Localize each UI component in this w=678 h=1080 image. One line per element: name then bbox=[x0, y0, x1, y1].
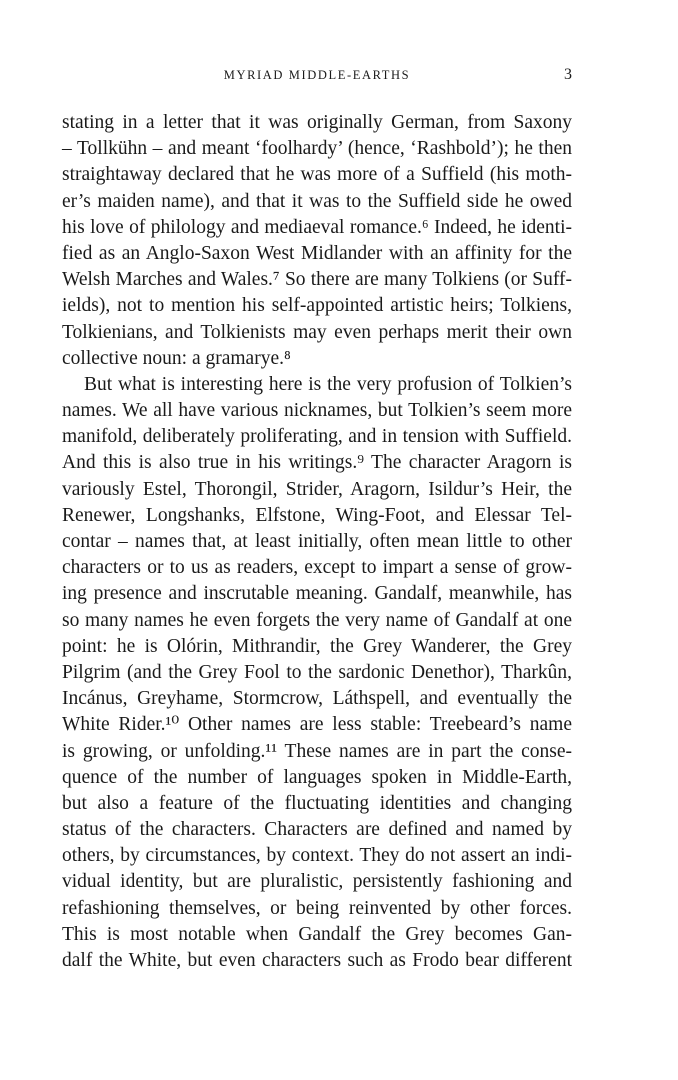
text-line: Renewer, Longshanks, Elfstone, Wing-Foot, and Elessar Tel- bbox=[62, 504, 572, 526]
text-line: quence of the number of languages spoken in Middle-Earth, bbox=[62, 766, 572, 788]
text-line: variously Estel, Thorongil, Strider, Aragorn, Isildur’s Heir, the bbox=[62, 478, 572, 500]
text-line: White Rider.¹⁰ Other names are less stable: Treebeard’s name bbox=[62, 714, 572, 736]
text-line: Tolkienians, and Tolkienists may even perhaps merit their own bbox=[62, 321, 572, 343]
text-line: refashioning themselves, or being reinvented by other forces. bbox=[62, 897, 572, 919]
text-line: And this is also true in his writings.⁹ The character Aragorn is bbox=[62, 452, 572, 474]
text-line: er’s maiden name), and that it was to the Suffield side he owed bbox=[62, 190, 572, 212]
text-line: ing presence and inscrutable meaning. Gandalf, meanwhile, has bbox=[62, 583, 572, 605]
text-line: Welsh Marches and Wales.⁷ So there are many Tolkiens (or Suff- bbox=[62, 269, 572, 291]
text-line: vidual identity, but are pluralistic, persistently fashioning and bbox=[62, 871, 572, 893]
text-line: This is most notable when Gandalf the Grey becomes Gan- bbox=[62, 923, 572, 945]
text-line: ields), not to mention his self-appointed artistic heirs; Tolkiens, bbox=[62, 295, 572, 317]
text-line: but also a feature of the fluctuating identities and changing bbox=[62, 792, 572, 814]
body-text bbox=[62, 110, 572, 974]
text-line: point: he is Olórin, Mithrandir, the Grey Wanderer, the Grey bbox=[62, 635, 572, 657]
text-line: his love of philology and mediaeval romance.⁶ Indeed, he identi- bbox=[62, 216, 572, 238]
text-line: fied as an Anglo-Saxon West Midlander with an affinity for the bbox=[62, 242, 572, 264]
text-line: stating in a letter that it was originally German, from Saxony bbox=[62, 112, 572, 133]
text-line: others, by circumstances, by context. They do not assert an indi- bbox=[62, 845, 572, 867]
text-line: dalf the White, but even characters such as Frodo bear different bbox=[62, 950, 572, 971]
text-line: manifold, deliberately proliferating, and in tension with Suffield. bbox=[62, 426, 572, 448]
text-line: is growing, or unfolding.¹¹ These names are in part the conse- bbox=[62, 740, 572, 762]
text-line: status of the characters. Characters are defined and named by bbox=[62, 819, 572, 841]
text-line: contar – names that, at least initially, often mean little to other bbox=[62, 531, 572, 552]
running-title: MYRIAD MIDDLE-EARTHS bbox=[223, 68, 411, 82]
text-line: straightaway declared that he was more of a Suffield (his moth- bbox=[62, 164, 572, 186]
text-line: characters or to us as readers, except to impart a sense of grow- bbox=[62, 557, 572, 579]
text-line: so many names he even forgets the very name of Gandalf at one bbox=[62, 609, 572, 631]
text-line: Pilgrim (and the Grey Fool to the sardonic Denethor), Tharkûn, bbox=[62, 661, 572, 683]
text-line: names. We all have various nicknames, but Tolkien’s seem more bbox=[62, 400, 572, 422]
text-line: collective noun: a gramarye.⁸ bbox=[62, 347, 291, 369]
page-number: 3 bbox=[564, 66, 572, 83]
text-line: But what is interesting here is the very profusion of Tolkien’s bbox=[84, 373, 572, 395]
text-line: – Tollkühn – and meant ‘foolhardy’ (hence, ‘Rashbold’); he then bbox=[62, 138, 572, 160]
running-head bbox=[62, 64, 572, 86]
text-line: Incánus, Greyhame, Stormcrow, Láthspell, and eventually the bbox=[62, 688, 572, 710]
